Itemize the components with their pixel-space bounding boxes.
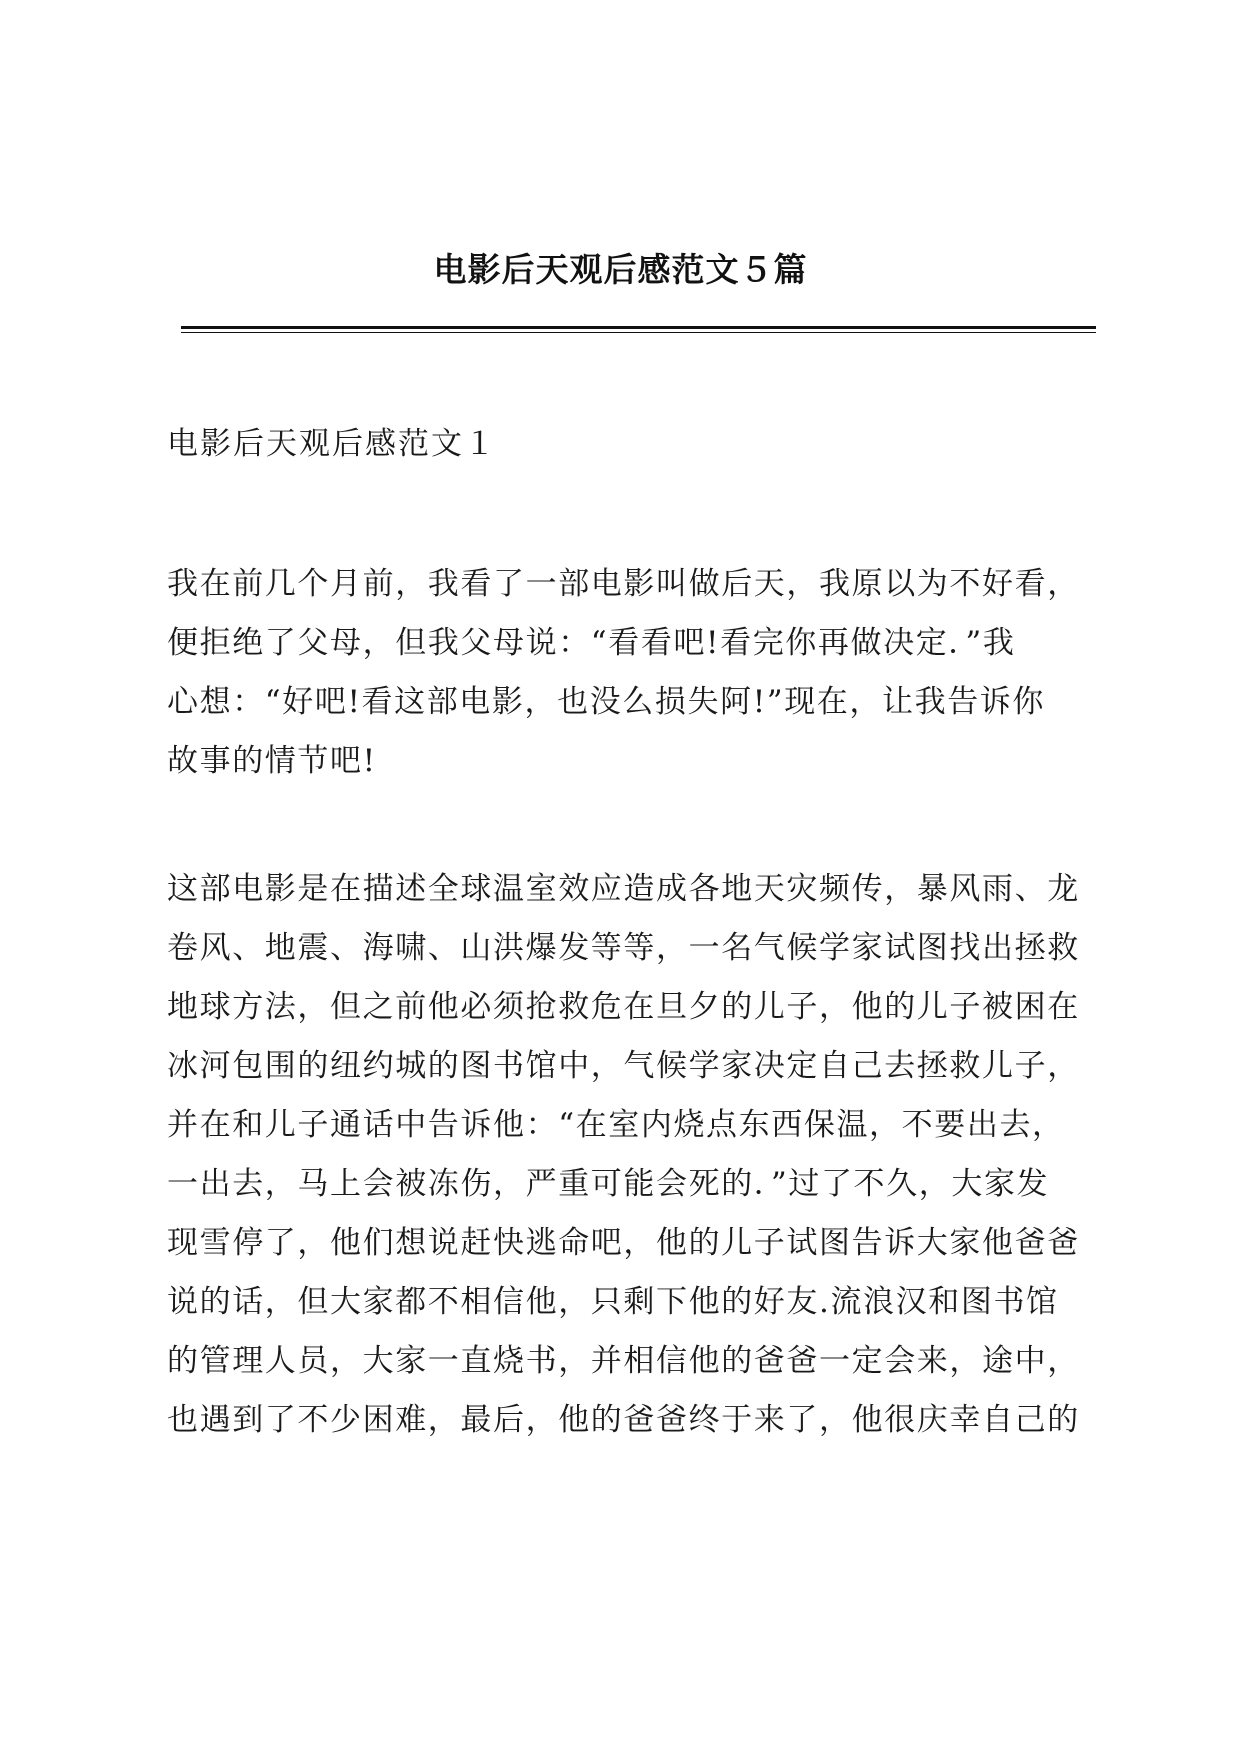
paragraph-line: 我在前几个月前，我看了一部电影叫做后天，我原以为不好看， xyxy=(167,566,1080,602)
paragraph-line: 卷风、地震、海啸、山洪爆发等等，一名气候学家试图找出拯救 xyxy=(167,930,1080,966)
paragraph-line: 一出去，马上会被冻伤，严重可能会死的．”过了不久，大家发 xyxy=(167,1166,1050,1202)
document-title: 电影后天观后感范文５篇 xyxy=(433,250,808,289)
paragraph-line: 并在和儿子通话中告诉他：“在室内烧点东西保温，不要出去， xyxy=(167,1107,1065,1143)
paragraph-2 xyxy=(167,860,1095,1450)
paragraph-line: 也遇到了不少困难，最后，他的爸爸终于来了，他很庆幸自己的 xyxy=(167,1402,1080,1438)
paragraph-line: 心想：“好吧!看这部电影，也没么损失阿!”现在，让我告诉你 xyxy=(167,684,1046,720)
paragraph-line: 冰河包围的纽约城的图书馆中，气候学家决定自己去拯救儿子， xyxy=(167,1048,1080,1084)
paragraph-line: 便拒绝了父母，但我父母说：“看看吧!看完你再做决定．”我 xyxy=(167,625,1016,661)
paragraph-line: 故事的情节吧! xyxy=(167,743,377,779)
paragraph-line: 说的话，但大家都不相信他，只剩下他的好友.流浪汉和图书馆 xyxy=(167,1284,1059,1320)
section-heading: 电影后天观后感范文１ xyxy=(167,426,497,462)
title-rule-thick xyxy=(181,326,1096,329)
title-rule-thin xyxy=(181,332,1096,333)
paragraph-line: 的管理人员，大家一直烧书，并相信他的爸爸一定会来，途中， xyxy=(167,1343,1080,1379)
paragraph-line: 这部电影是在描述全球温室效应造成各地天灾频传，暴风雨、龙 xyxy=(167,871,1080,907)
paragraph-line: 现雪停了，他们想说赶快逃命吧，他的儿子试图告诉大家他爸爸 xyxy=(167,1225,1080,1261)
paragraph-line: 地球方法，但之前他必须抢救危在旦夕的儿子，他的儿子被困在 xyxy=(167,989,1080,1025)
paragraph-1 xyxy=(167,555,1095,791)
